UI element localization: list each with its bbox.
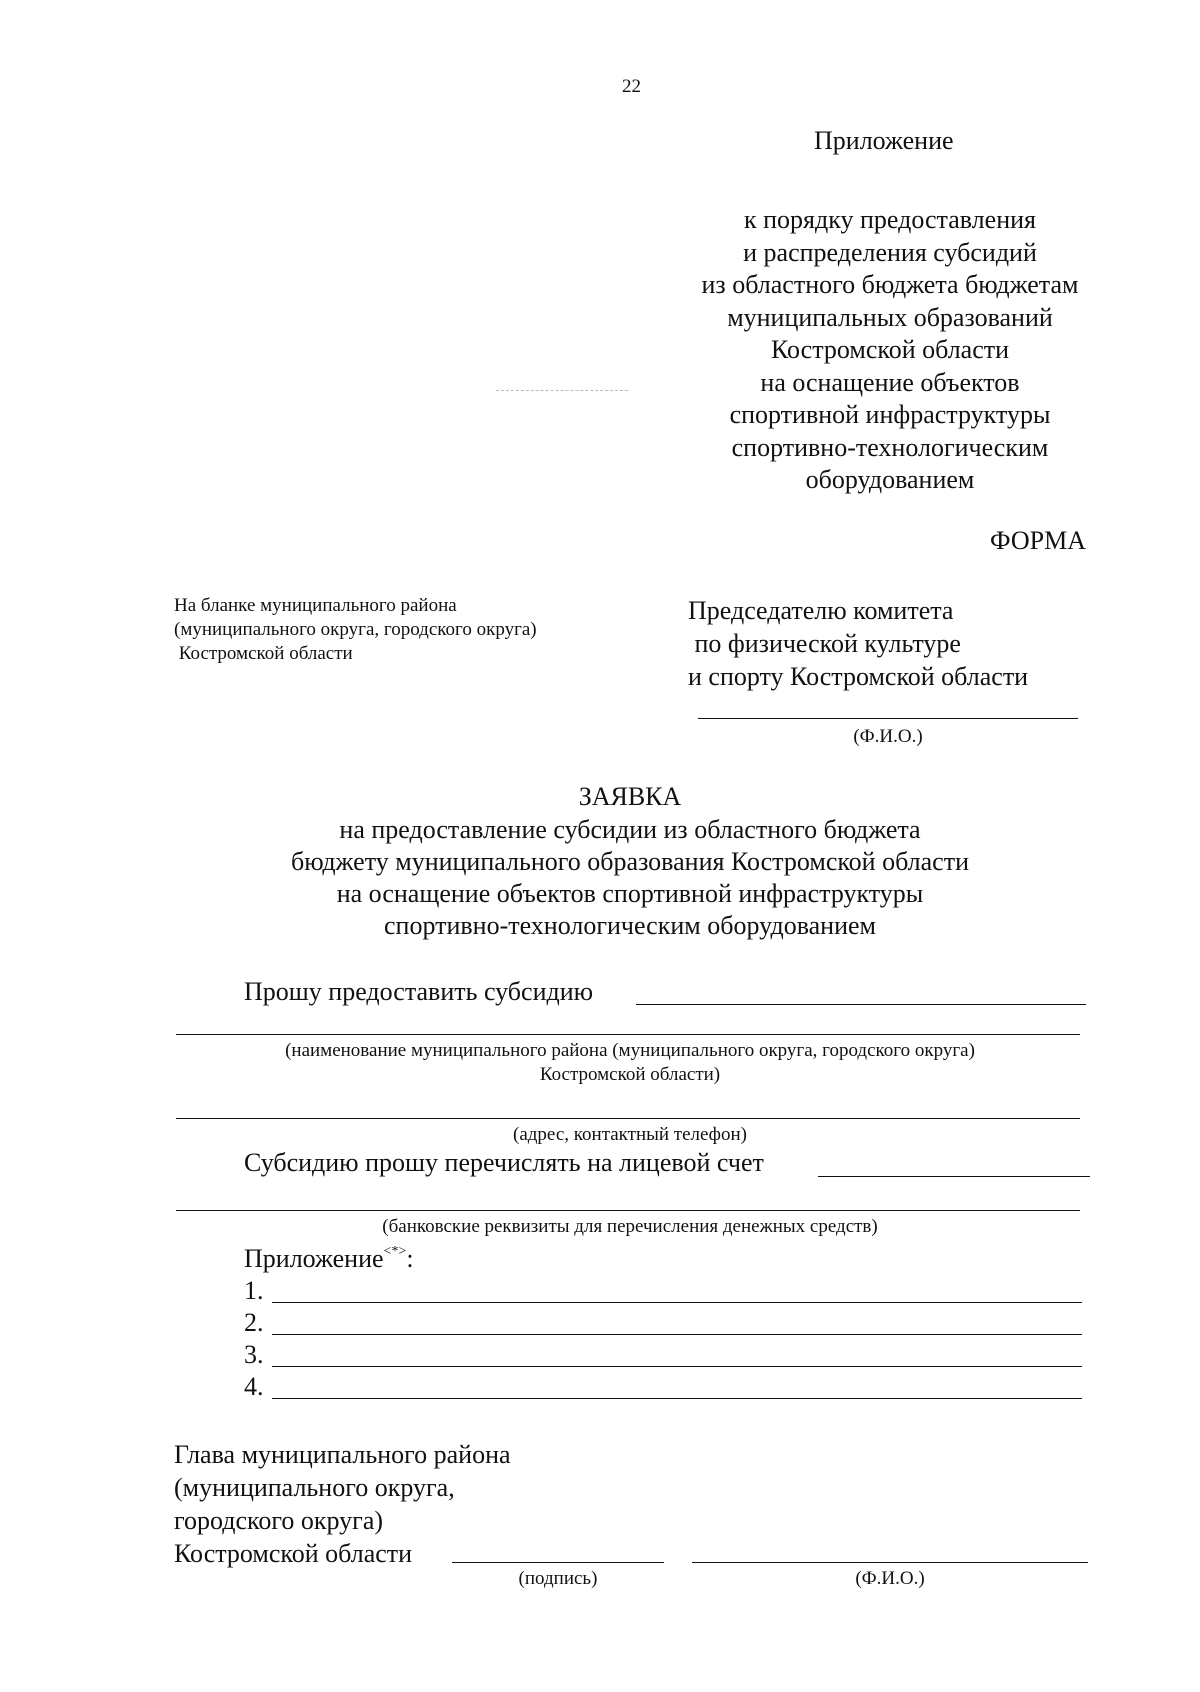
application-title: ЗАЯВКА — [578, 782, 682, 811]
attachment-number: 1. — [244, 1276, 264, 1305]
signature-block — [174, 1438, 511, 1570]
address-phone-caption: (адрес, контактный телефон) — [513, 1124, 747, 1145]
municipality-name-caption-2: Костромской области) — [539, 1064, 721, 1085]
appendix-line: спортивной инфраструктуры — [729, 400, 1051, 429]
address-phone-field[interactable] — [176, 1118, 1080, 1119]
application-subtitle — [160, 814, 1100, 942]
attachment-number: 2. — [244, 1308, 264, 1337]
appendix-line: из областного бюджета бюджетам — [701, 270, 1079, 299]
application-subtitle-line: на оснащение объектов спортивной инфраструктуры — [336, 879, 924, 908]
addressee-fio-caption: (Ф.И.О.) — [853, 726, 923, 747]
letterhead-line: На бланке муниципального района — [174, 595, 457, 616]
request-text: Прошу предоставить субсидию — [244, 977, 594, 1006]
signature-line: городского округа) — [174, 1506, 384, 1535]
letterhead-line: (муниципального округа, городского округа) — [174, 619, 537, 640]
appendix-line: Костромской области — [770, 335, 1010, 364]
bank-details-caption: (банковские реквизиты для перечисления денежных средств) — [382, 1216, 878, 1237]
appendix-line: к порядку предоставления — [744, 205, 1036, 234]
attachment-field-4[interactable] — [272, 1398, 1082, 1399]
attachment-label: Приложение — [244, 1244, 384, 1273]
appendix-title: Приложение — [814, 126, 954, 155]
signature-field[interactable] — [452, 1562, 664, 1563]
signature-line: Глава муниципального района — [174, 1440, 511, 1469]
addressee-line: и спорту Костромской области — [688, 662, 1029, 691]
application-subtitle-line: на предоставление субсидии из областного бюджета — [339, 815, 921, 844]
municipality-name-caption: (наименование муниципального района (муниципального округа, городского округа) — [285, 1040, 975, 1061]
letterhead-note — [174, 594, 537, 666]
addressee-line: по физической культуре — [688, 629, 961, 658]
application-subtitle-line: спортивно-технологическим оборудованием — [384, 911, 876, 940]
subsidy-amount-field[interactable] — [636, 1004, 1086, 1005]
appendix-line: оборудованием — [805, 465, 975, 494]
application-subtitle-line: бюджету муниципального образования Костромской области — [291, 847, 969, 876]
signature-line: (муниципального округа, — [174, 1473, 455, 1502]
transfer-text: Субсидию прошу перечислять на лицевой счет — [244, 1148, 764, 1177]
signature-caption: (подпись) — [518, 1568, 598, 1589]
addressee-line: Председателю комитета — [688, 596, 954, 625]
addressee — [688, 594, 1028, 693]
appendix-line: и распределения субсидий — [743, 237, 1037, 267]
bank-details-field[interactable] — [176, 1210, 1080, 1211]
signer-fio-field[interactable] — [692, 1562, 1088, 1563]
attachment-heading — [244, 1244, 414, 1274]
signer-fio-caption: (Ф.И.О.) — [855, 1568, 925, 1589]
attachment-colon: : — [406, 1244, 414, 1273]
attachment-field-1[interactable] — [272, 1302, 1082, 1303]
appendix-line: спортивно-технологическим — [731, 432, 1049, 462]
appendix-line: муниципальных образований — [727, 302, 1053, 332]
form-label: ФОРМА — [990, 526, 1086, 555]
municipality-name-field[interactable] — [176, 1034, 1080, 1035]
appendix-line: на оснащение объектов — [760, 367, 1020, 397]
page-number: 22 — [622, 76, 641, 97]
attachment-footnote-mark: <*> — [383, 1244, 407, 1259]
attachment-number: 3. — [244, 1340, 264, 1369]
attachment-number: 4. — [244, 1372, 264, 1401]
attachment-field-2[interactable] — [272, 1334, 1082, 1335]
scan-artifact — [496, 390, 628, 391]
addressee-fio-line — [698, 718, 1078, 719]
attachment-field-3[interactable] — [272, 1366, 1082, 1367]
account-number-field[interactable] — [818, 1176, 1090, 1177]
appendix-description — [670, 204, 1110, 497]
letterhead-line: Костромской области — [174, 643, 353, 664]
signature-line: Костромской области — [174, 1539, 413, 1568]
